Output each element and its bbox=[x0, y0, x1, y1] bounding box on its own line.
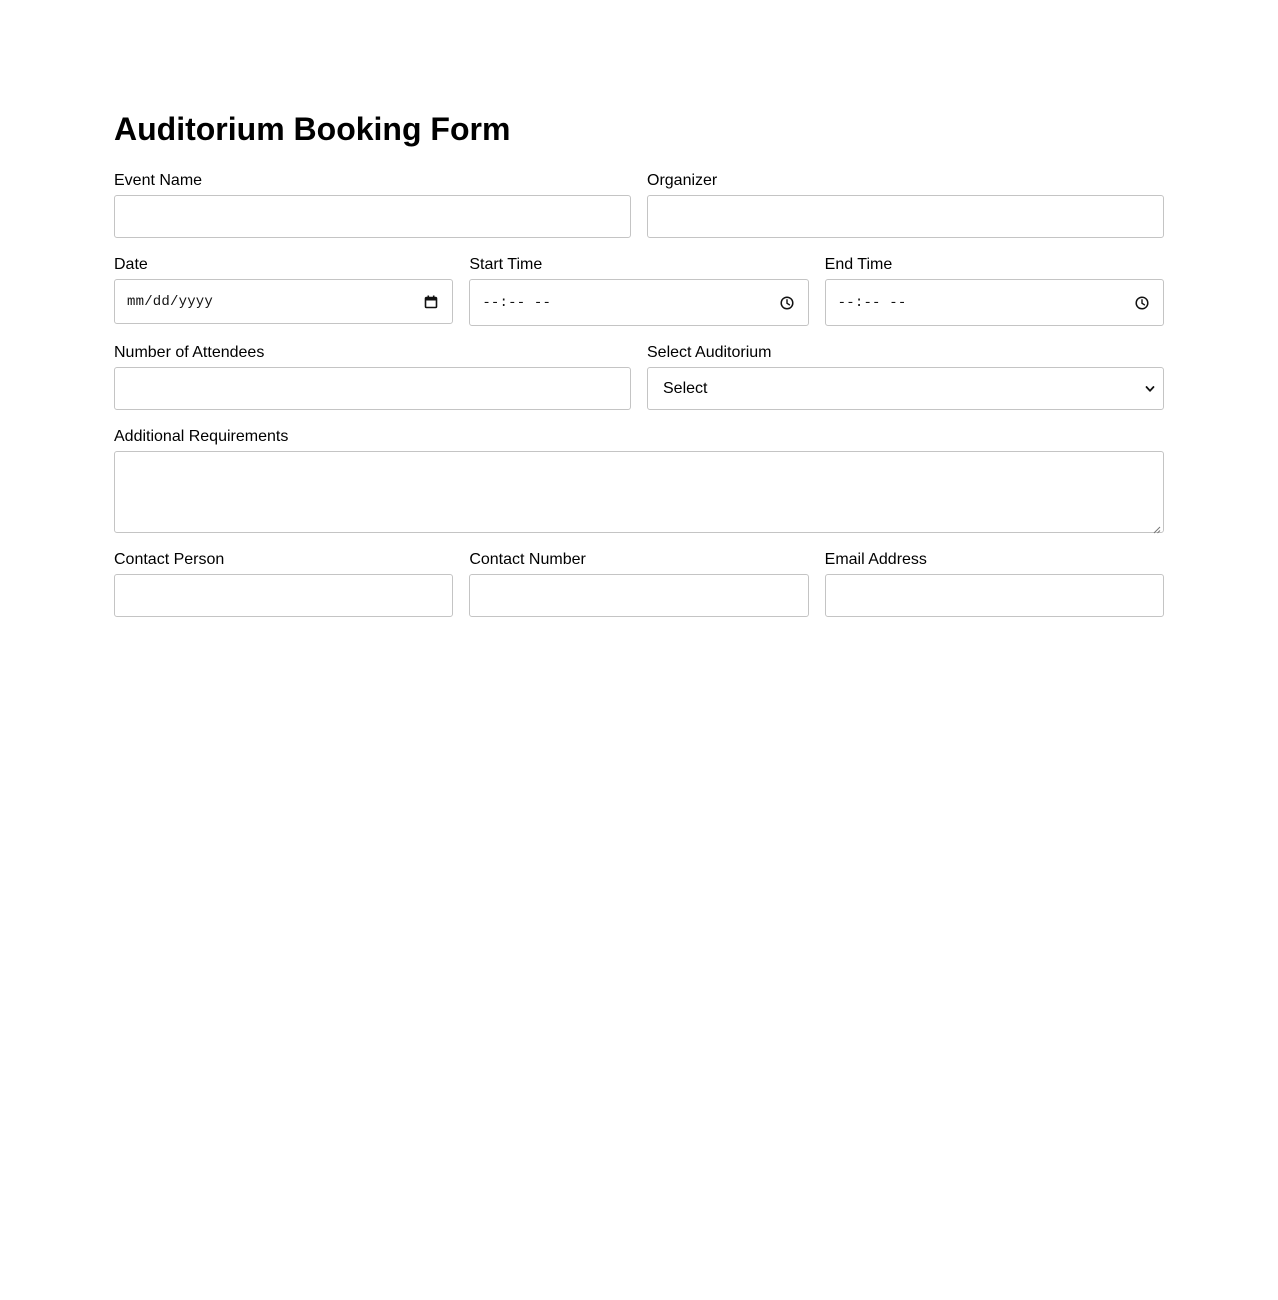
form-row-requirements bbox=[114, 428, 1164, 533]
requirements-textarea[interactable] bbox=[114, 451, 1164, 533]
attendees-group bbox=[114, 344, 631, 410]
organizer-input[interactable] bbox=[647, 195, 1164, 238]
date-group bbox=[114, 256, 453, 326]
requirements-group bbox=[114, 428, 1164, 533]
date-input[interactable] bbox=[114, 279, 453, 324]
event-name-input[interactable] bbox=[114, 195, 631, 238]
contact-person-group bbox=[114, 551, 453, 617]
auditorium-selected-value: Select bbox=[663, 379, 708, 397]
attendees-input[interactable] bbox=[114, 367, 631, 410]
auditorium-select[interactable] bbox=[647, 367, 1164, 410]
form-row-schedule bbox=[114, 256, 1164, 326]
contact-person-label: Contact Person bbox=[114, 551, 225, 568]
contact-number-group bbox=[469, 551, 808, 617]
end-time-placeholder: --:-- -- bbox=[837, 294, 907, 311]
email-group bbox=[825, 551, 1164, 617]
form-row-event bbox=[114, 172, 1164, 238]
clock-icon[interactable] bbox=[780, 296, 794, 310]
organizer-label: Organizer bbox=[647, 172, 718, 189]
calendar-icon[interactable] bbox=[424, 295, 438, 309]
chevron-down-icon[interactable] bbox=[1143, 382, 1157, 396]
event-name-label: Event Name bbox=[114, 172, 203, 189]
contact-person-input[interactable] bbox=[114, 574, 453, 617]
email-label: Email Address bbox=[824, 551, 927, 568]
auditorium-group bbox=[647, 344, 1164, 410]
form-row-attendance bbox=[114, 344, 1164, 410]
end-time-label: End Time bbox=[824, 256, 893, 273]
start-time-input[interactable] bbox=[469, 279, 808, 326]
form-row-contact bbox=[114, 551, 1164, 617]
start-time-label: Start Time bbox=[469, 256, 543, 273]
clock-icon[interactable] bbox=[1135, 296, 1149, 310]
contact-number-input[interactable] bbox=[469, 574, 808, 617]
contact-number-label: Contact Number bbox=[469, 551, 586, 568]
event-name-group bbox=[114, 172, 631, 238]
page-title: Auditorium Booking Form bbox=[114, 111, 511, 147]
resize-handle-icon[interactable] bbox=[1152, 521, 1161, 530]
email-input[interactable] bbox=[825, 574, 1164, 617]
attendees-label: Number of Attendees bbox=[114, 344, 265, 361]
end-time-input[interactable] bbox=[825, 279, 1164, 326]
start-time-placeholder: --:-- -- bbox=[482, 294, 552, 311]
booking-form bbox=[114, 94, 1164, 635]
requirements-label: Additional Requirements bbox=[114, 428, 289, 445]
date-placeholder: mm/dd/yyyy bbox=[127, 293, 214, 310]
auditorium-label: Select Auditorium bbox=[647, 344, 772, 361]
start-time-group bbox=[469, 256, 808, 326]
end-time-group bbox=[825, 256, 1164, 326]
organizer-group bbox=[647, 172, 1164, 238]
date-label: Date bbox=[114, 256, 148, 273]
